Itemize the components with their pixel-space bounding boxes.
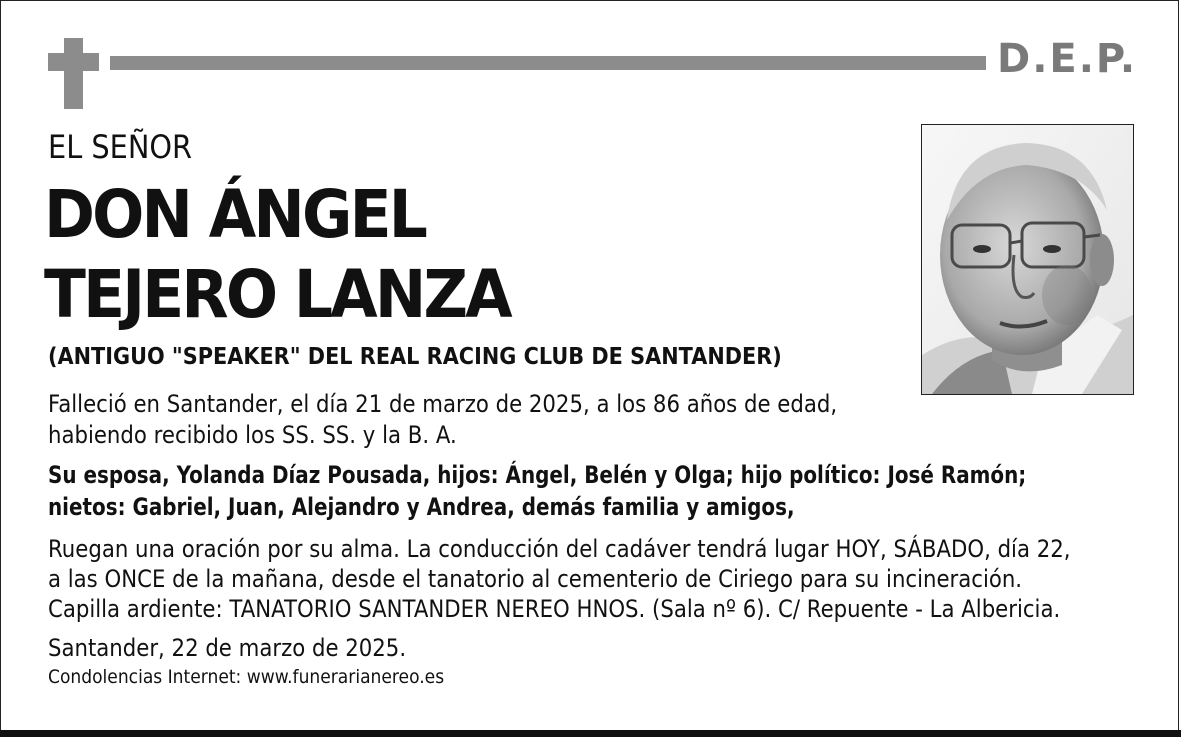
bottom-rule [0,730,1181,737]
subtitle: (ANTIGUO "SPEAKER" DEL REAL RACING CLUB DE SANTANDER) [48,344,782,370]
death-notice-line: Falleció en Santander, el día 21 de marzo de 2025, a los 86 años de edad, [48,390,838,418]
deceased-name-line1: DON ÁNGEL [44,176,426,253]
family-line: nietos: Gabriel, Juan, Alejandro y Andrea, demás familia y amigos, [48,493,795,521]
portrait-photo [921,124,1134,395]
dep-mark: D.E.P. [997,36,1138,82]
condolences-link[interactable]: Condolencias Internet: www.funerarianereo.es [48,666,445,688]
date-place: Santander, 22 de marzo de 2025. [48,634,407,662]
cross-icon [64,38,83,109]
honorific: EL SEÑOR [48,128,193,166]
header-rule [110,56,986,70]
portrait-icon [922,125,1133,394]
death-notice-line: habiendo recibido los SS. SS. y la B. A. [48,421,457,449]
family-line: Su esposa, Yolanda Díaz Pousada, hijos: Ángel, Belén y Olga; hijo político: José Ramón; [48,461,1027,489]
request-line: a las ONCE de la mañana, desde el tanatorio al cementerio de Ciriego para su incineración. [48,565,1023,593]
cross-icon-bar [48,53,99,71]
request-line: Ruegan una oración por su alma. La conducción del cadáver tendrá lugar HOY, SÁBADO, día 22, [48,535,1071,563]
request-line: Capilla ardiente: TANATORIO SANTANDER NEREO HNOS. (Sala nº 6). C/ Repuente - La Albericia. [48,595,1061,623]
deceased-name-line2: TEJERO LANZA [44,256,510,333]
